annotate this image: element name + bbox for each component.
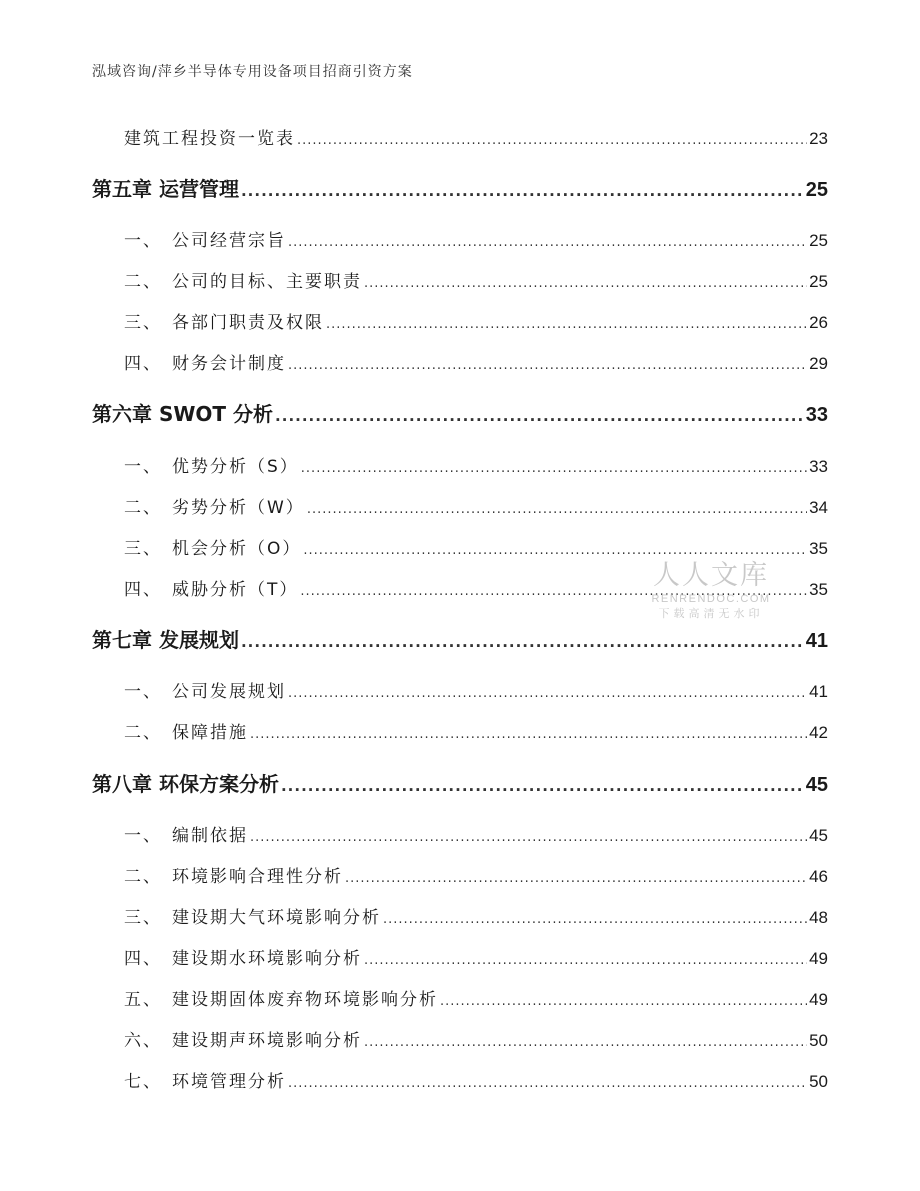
- toc-leader-dots: [345, 871, 807, 886]
- toc-leader-dots: [364, 276, 807, 291]
- toc-entry-number: 三、: [124, 539, 162, 559]
- toc-page-number: 41: [805, 630, 828, 652]
- toc-page-number: 41: [809, 682, 828, 701]
- toc-entry-6-2[interactable]: [124, 493, 828, 518]
- toc-entry-number: 二、: [124, 272, 162, 292]
- toc-page-number: 49: [809, 949, 828, 968]
- toc-entry-text: 优势分析（S）: [172, 457, 299, 477]
- toc-page-number: 25: [809, 231, 828, 250]
- toc-entry-title: [124, 944, 362, 969]
- toc-entry-6-3[interactable]: [124, 534, 828, 559]
- toc-entry-title: [124, 821, 248, 846]
- toc-page-number: 23: [809, 129, 828, 148]
- toc-entry-text: 公司的目标、主要职责: [172, 272, 362, 292]
- toc-entry-text: 保障措施: [172, 723, 248, 743]
- toc-entry-number: 四、: [124, 354, 162, 374]
- toc-entry-title: [124, 452, 299, 477]
- toc-entry-text: 公司发展规划: [172, 682, 286, 702]
- toc-page-number: 45: [805, 774, 828, 796]
- toc-entry-title: [124, 575, 298, 600]
- toc-entry-text: 财务会计制度: [172, 354, 286, 374]
- toc-entry-7-1[interactable]: [124, 677, 828, 702]
- toc-leader-dots: [288, 686, 807, 701]
- toc-page-number: 35: [809, 580, 828, 599]
- toc-entry-number: 五、: [124, 990, 162, 1010]
- toc-page-number: 42: [809, 723, 828, 742]
- toc-entry-number: 三、: [124, 908, 162, 928]
- toc-entry-text: 威胁分析（T）: [172, 580, 299, 600]
- toc-leader-dots: [288, 1076, 807, 1091]
- toc-chapter-title: 第六章 SWOT 分析: [92, 402, 274, 426]
- toc-leader-dots: [383, 912, 807, 927]
- toc-entry-text: 环境管理分析: [172, 1072, 286, 1092]
- toc-entry-5-3[interactable]: [124, 308, 828, 333]
- toc-entry-number: 二、: [124, 867, 162, 887]
- toc-leader-dots: [250, 727, 807, 742]
- toc-entry-text: 建设期大气环境影响分析: [172, 908, 381, 928]
- toc-page-number: 25: [805, 179, 828, 201]
- toc-entry-8-4[interactable]: [124, 944, 828, 969]
- toc-page-number: 46: [809, 867, 828, 886]
- toc-entry-8-6[interactable]: [124, 1026, 828, 1051]
- watermark-subtitle: 下载高清无水印: [658, 607, 764, 620]
- toc-entry-8-3[interactable]: [124, 903, 828, 928]
- toc-entry-number: 二、: [124, 723, 162, 743]
- toc-chapter-title: 第八章 环保方案分析: [92, 772, 279, 796]
- toc-entry-6-1[interactable]: [124, 452, 828, 477]
- toc-entry-title: [124, 493, 305, 518]
- toc-entry-text: 建设期水环境影响分析: [172, 949, 362, 969]
- toc-leader-dots: [364, 953, 807, 968]
- toc-entry-8-7[interactable]: [124, 1067, 828, 1092]
- toc-leader-dots: [288, 235, 807, 250]
- toc-page-number: 33: [809, 457, 828, 476]
- toc-entry-number: 三、: [124, 313, 162, 333]
- watermark-logo-text: 人人文库: [653, 560, 769, 591]
- toc-entry-number: 四、: [124, 580, 162, 600]
- toc-entry-title: [124, 1067, 286, 1092]
- toc-entry-title: [124, 534, 301, 559]
- toc-chapter-6[interactable]: [92, 398, 828, 427]
- toc-leader-dots: [241, 633, 804, 651]
- toc-entry-number: 一、: [124, 826, 162, 846]
- toc-entry-number: 一、: [124, 231, 162, 251]
- toc-entry-title: [124, 267, 362, 292]
- toc-entry-title: [124, 308, 324, 333]
- toc-page-number: 48: [809, 908, 828, 927]
- toc-leader-dots: [297, 133, 807, 148]
- toc-leader-dots: [303, 543, 807, 558]
- toc-entry-text: 机会分析（O）: [172, 539, 302, 559]
- toc-entry-number: 六、: [124, 1031, 162, 1051]
- toc-entry-title: [124, 1026, 362, 1051]
- toc-leader-dots: [364, 1035, 807, 1050]
- toc-chapter-5[interactable]: [92, 173, 828, 202]
- toc-entry-title: [124, 226, 286, 251]
- toc-entry-text: 编制依据: [172, 826, 248, 846]
- toc-entry-title: [124, 985, 438, 1010]
- toc-entry-number: 七、: [124, 1072, 162, 1092]
- toc-page-number: 49: [809, 990, 828, 1009]
- toc-chapter-title: 第五章 运营管理: [92, 177, 239, 201]
- toc-leader-dots: [241, 182, 804, 200]
- toc-entry-text: 建设期固体废弃物环境影响分析: [172, 990, 438, 1010]
- toc-page-number: 50: [809, 1031, 828, 1050]
- toc-chapter-8[interactable]: [92, 768, 828, 797]
- toc-page-number: 34: [809, 498, 828, 517]
- toc-page-number: 33: [805, 404, 828, 426]
- toc-entry-title: 建筑工程投资一览表: [124, 129, 295, 149]
- toc-entry-text: 劣势分析（W）: [172, 498, 305, 518]
- toc-leader-dots: [301, 461, 807, 476]
- toc-entry-title: [124, 718, 248, 743]
- toc-entry-text: 公司经营宗旨: [172, 231, 286, 251]
- toc-entry-7-2[interactable]: [124, 718, 828, 743]
- toc-entry-8-5[interactable]: [124, 985, 828, 1010]
- toc-entry-number: 二、: [124, 498, 162, 518]
- toc-page-number: 50: [809, 1072, 828, 1091]
- toc-page-number: 35: [809, 539, 828, 558]
- toc-entry-text: 各部门职责及权限: [172, 313, 324, 333]
- toc-leader-dots: [326, 317, 807, 332]
- toc-entry-title: [124, 677, 286, 702]
- watermark: [646, 560, 776, 622]
- toc-entry-5-1[interactable]: [124, 226, 828, 251]
- toc-leader-dots: [250, 830, 807, 845]
- toc-entry-text: 建设期声环境影响分析: [172, 1031, 362, 1051]
- toc-entry-title: [124, 862, 343, 887]
- toc-entry-number: 四、: [124, 949, 162, 969]
- toc-entry-number: 一、: [124, 682, 162, 702]
- toc-entry-title: [124, 903, 381, 928]
- toc-entry-title: [124, 349, 286, 374]
- toc-leader-dots: [440, 994, 807, 1009]
- toc-entry-5-4[interactable]: [124, 349, 828, 374]
- toc-leader-dots: [288, 358, 807, 373]
- toc-entry-8-2[interactable]: [124, 862, 828, 887]
- toc-page-number: 45: [809, 826, 828, 845]
- toc-entry-building-investment-table[interactable]: [124, 124, 828, 149]
- toc-entry-text: 环境影响合理性分析: [172, 867, 343, 887]
- toc-chapter-title: 第七章 发展规划: [92, 628, 239, 652]
- toc-entry-5-2[interactable]: [124, 267, 828, 292]
- toc-entry-number: 一、: [124, 457, 162, 477]
- toc-leader-dots: [281, 777, 804, 795]
- toc-leader-dots: [275, 407, 804, 425]
- toc-page-number: 26: [809, 313, 828, 332]
- toc-page-number: 25: [809, 272, 828, 291]
- toc-page-number: 29: [809, 354, 828, 373]
- toc-entry-8-1[interactable]: [124, 821, 828, 846]
- watermark-url: RENRENDOC.COM: [651, 593, 771, 605]
- toc-leader-dots: [307, 502, 807, 517]
- toc-chapter-7[interactable]: [92, 624, 828, 653]
- document-header: 泓域咨询/萍乡半导体专用设备项目招商引资方案: [92, 64, 413, 80]
